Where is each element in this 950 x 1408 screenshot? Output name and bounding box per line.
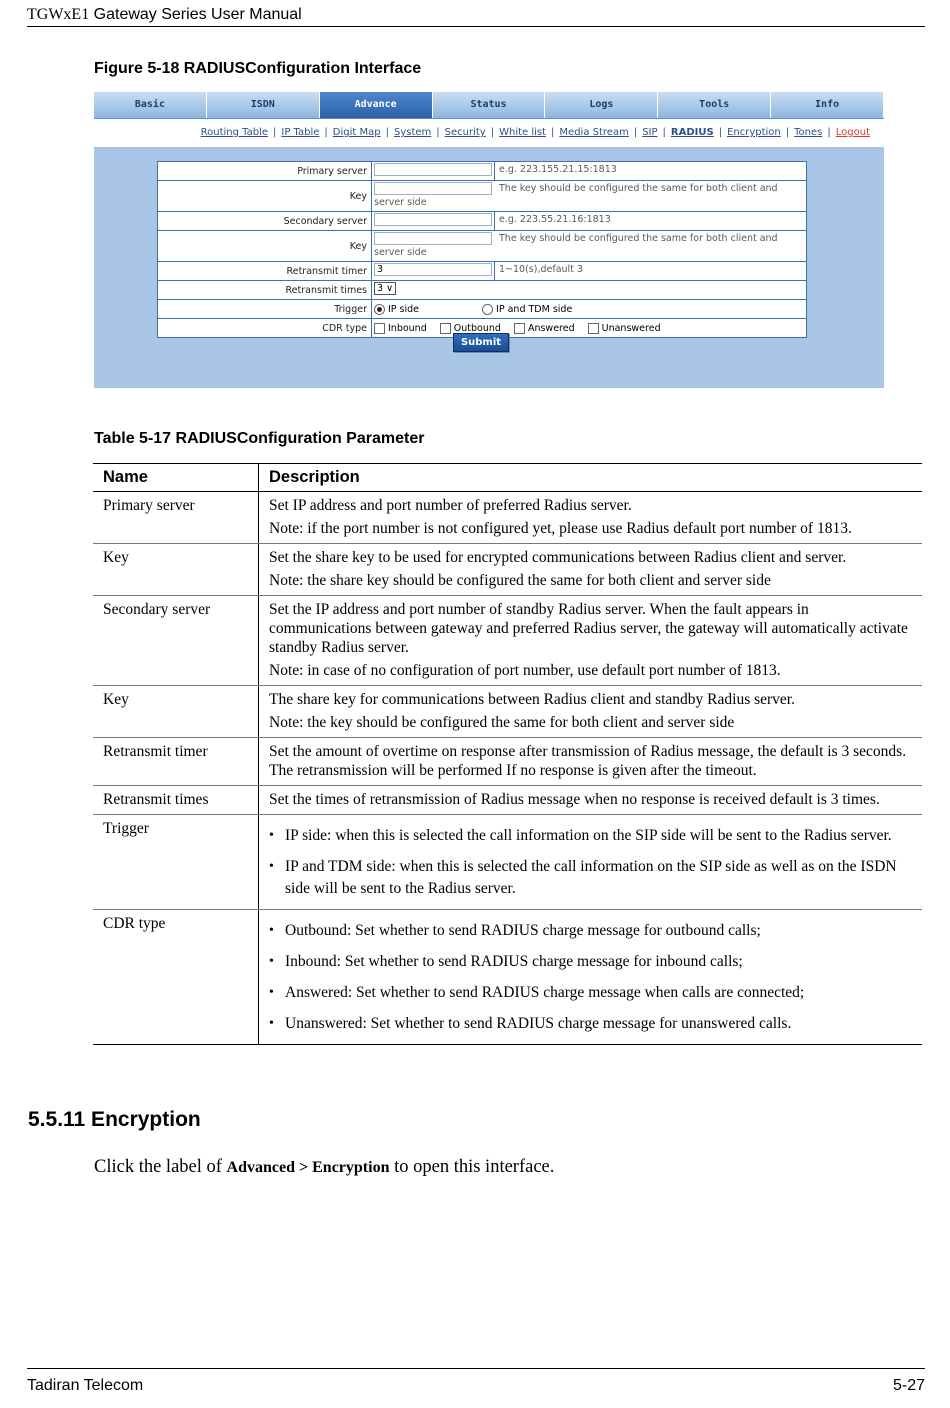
description-note: Note: the key should be configured the same for both client and server side: [269, 714, 735, 731]
list-item: • Outbound: Set whether to send RADIUS charge message for outbound calls;: [285, 920, 912, 942]
list-item: • Answered: Set whether to send RADIUS charge message when calls are connected;: [285, 982, 912, 1004]
list-item: • Unanswered: Set whether to send RADIUS charge message for unanswered calls.: [285, 1013, 912, 1035]
figure-caption: Figure 5-18 RADIUSConfiguration Interface: [94, 60, 422, 77]
retransmit-times-value: 3: [377, 283, 384, 294]
cdr-answered-label: Answered: [527, 322, 575, 334]
subnav-encryption[interactable]: Encryption: [727, 127, 781, 138]
table-row: [93, 686, 922, 738]
key1-hint: The key should be configured the same for both client and: [499, 183, 778, 194]
table-row: [93, 910, 922, 1045]
table-row: [93, 738, 922, 786]
checkbox-icon: [440, 323, 451, 334]
subnav-digit-map[interactable]: Digit Map: [332, 127, 381, 138]
trigger-ip-tdm-label: IP and TDM side: [496, 303, 573, 315]
cdr-outbound-label: Outbound: [453, 322, 501, 334]
table-row: [93, 815, 922, 910]
page-footer: [27, 1368, 925, 1395]
submit-button[interactable]: Submit: [453, 333, 509, 352]
key2-input[interactable]: [374, 232, 492, 245]
param-description: [259, 786, 923, 815]
subnav-system[interactable]: System: [393, 127, 432, 138]
param-description: [259, 492, 923, 544]
primary-server-hint: e.g. 223.155.21.15:1813: [495, 162, 807, 181]
key1-hint-tail: server side: [374, 197, 427, 208]
radius-form: [157, 161, 807, 338]
param-name: CDR type: [93, 910, 259, 1045]
manual-title: Gateway Series User Manual: [89, 6, 302, 23]
radio-selected-icon: [374, 304, 385, 315]
radio-empty-icon: [482, 304, 493, 315]
trigger-ip-side[interactable]: [374, 304, 419, 315]
table-row: [93, 492, 922, 544]
list-item: • IP and TDM side: when this is selected the call information on the SIP side as well as on the ISDN side will be sent to the Radius server.: [285, 856, 912, 900]
list-item: • Inbound: Set whether to send RADIUS charge message for inbound calls;: [285, 951, 912, 973]
section-body-prefix: Click the label of: [94, 1157, 227, 1177]
subnav-logout[interactable]: Logout: [835, 127, 870, 138]
key1-label: Key: [158, 181, 372, 212]
subnav-routing-table[interactable]: Routing Table: [200, 127, 268, 138]
tab-logs[interactable]: Logs: [545, 92, 658, 118]
param-description: [259, 686, 923, 738]
description-text: Set the amount of overtime on response after transmission of Radius message, the default is 3 seconds. The retransmission will be performed If no response is given after the timeout.: [269, 743, 907, 779]
key2-hint-tail: server side: [374, 247, 427, 258]
param-name: Key: [93, 544, 259, 596]
param-description: [259, 738, 923, 786]
retransmit-times-select[interactable]: [374, 282, 396, 295]
page-number: 5-27: [892, 1377, 925, 1394]
subnav-media-stream[interactable]: Media Stream: [559, 127, 629, 138]
retransmit-timer-hint: 1~10(s),default 3: [495, 262, 807, 281]
cdr-inbound-label: Inbound: [388, 322, 427, 334]
cdr-unanswered-label: Unanswered: [601, 322, 661, 334]
param-description: [259, 544, 923, 596]
section-title: 5.5.11 Encryption: [28, 1108, 201, 1131]
secondary-server-input[interactable]: [374, 213, 492, 226]
column-header-name: Name: [93, 464, 259, 492]
primary-server-label: Primary server: [158, 162, 372, 181]
checkbox-icon: [374, 323, 385, 334]
checkbox-icon: [514, 323, 525, 334]
table-caption: Table 5-17 RADIUSConfiguration Parameter: [94, 430, 425, 447]
manual-model: TGWxE1: [27, 6, 90, 23]
tab-advance[interactable]: Advance: [320, 92, 433, 118]
chevron-down-icon: ∨: [386, 283, 394, 294]
subnav-sip[interactable]: SIP: [642, 127, 658, 138]
description-note: Note: the share key should be configured the same for both client and server side: [269, 572, 771, 589]
cdr-unanswered[interactable]: [588, 323, 661, 334]
subnav-ip-table[interactable]: IP Table: [281, 127, 320, 138]
param-description: [259, 910, 923, 1045]
tab-status[interactable]: Status: [433, 92, 546, 118]
description-note: Note: in case of no configuration of port number, use default port number of 1813.: [269, 662, 781, 679]
secondary-server-label: Secondary server: [158, 212, 372, 231]
subnav-security[interactable]: Security: [444, 127, 486, 138]
retransmit-times-label: Retransmit times: [158, 281, 372, 300]
page-header: [27, 5, 925, 27]
secondary-server-hint: e.g. 223.55.21.16:1813: [495, 212, 807, 231]
cdr-type-label: CDR type: [158, 319, 372, 338]
table-row: [93, 786, 922, 815]
trigger-ip-tdm-side[interactable]: [482, 304, 572, 315]
trigger-ip-side-label: IP side: [388, 303, 420, 315]
form-area: [94, 147, 884, 388]
bullet-list: [269, 920, 912, 1035]
description-text: Set the IP address and port number of standby Radius server. When the fault appears in communications between gateway and preferred Radius server, the gateway will automatically activate standby Radius server.: [269, 601, 908, 656]
param-name: Key: [93, 686, 259, 738]
list-item: • IP side: when this is selected the call information on the SIP side will be sent to the Radius server.: [285, 825, 912, 847]
trigger-label: Trigger: [158, 300, 372, 319]
subnav-white-list[interactable]: White list: [499, 127, 547, 138]
subnav-tones[interactable]: Tones: [794, 127, 823, 138]
bullet-list: [269, 825, 912, 900]
table-row: [93, 596, 922, 686]
tab-isdn[interactable]: ISDN: [207, 92, 320, 118]
cdr-outbound[interactable]: [440, 323, 501, 334]
retransmit-timer-label: Retransmit timer: [158, 262, 372, 281]
param-name: Retransmit timer: [93, 738, 259, 786]
cdr-answered[interactable]: [514, 323, 575, 334]
column-header-description: Description: [259, 464, 923, 492]
param-description: [259, 596, 923, 686]
table-row: [93, 544, 922, 596]
key2-label: Key: [158, 231, 372, 262]
subnav-radius[interactable]: RADIUS: [670, 127, 714, 138]
tab-tools[interactable]: Tools: [658, 92, 771, 118]
checkbox-icon: [588, 323, 599, 334]
description-text: Set the share key to be used for encrypted communications between Radius client and server.: [269, 549, 847, 566]
tab-basic[interactable]: Basic: [94, 92, 207, 118]
param-name: Retransmit times: [93, 786, 259, 815]
param-description: [259, 815, 923, 910]
description-text: The share key for communications between Radius client and standby Radius server.: [269, 691, 795, 708]
footer-company: Tadiran Telecom: [27, 1377, 144, 1394]
main-nav: [94, 92, 884, 119]
key2-hint: The key should be configured the same for both client and: [499, 233, 778, 244]
description-text: Set IP address and port number of preferred Radius server.: [269, 497, 632, 514]
retransmit-timer-input[interactable]: 3: [374, 263, 492, 276]
radius-config-screenshot: [94, 92, 884, 388]
param-name: Primary server: [93, 492, 259, 544]
cdr-inbound[interactable]: [374, 323, 427, 334]
parameter-table: [93, 463, 922, 1045]
sub-nav: Routing Table | IP Table | Digit Map | System | Security | White list | Media Stream | SIP | RADIUS | Encryption | Tones | Logout: [94, 119, 884, 147]
param-name: Secondary server: [93, 596, 259, 686]
description-text: Set the times of retransmission of Radius message when no response is received default is 3 times.: [269, 791, 880, 808]
description-note: Note: if the port number is not configured yet, please use Radius default port number of 1813.: [269, 520, 852, 537]
primary-server-input[interactable]: [374, 163, 492, 176]
tab-info[interactable]: Info: [771, 92, 884, 118]
param-name: Trigger: [93, 815, 259, 910]
key1-input[interactable]: [374, 182, 492, 195]
section-body-path: Advanced > Encryption: [226, 1159, 390, 1176]
section-body-suffix: to open this interface.: [389, 1157, 555, 1177]
section-body: [94, 1157, 554, 1178]
